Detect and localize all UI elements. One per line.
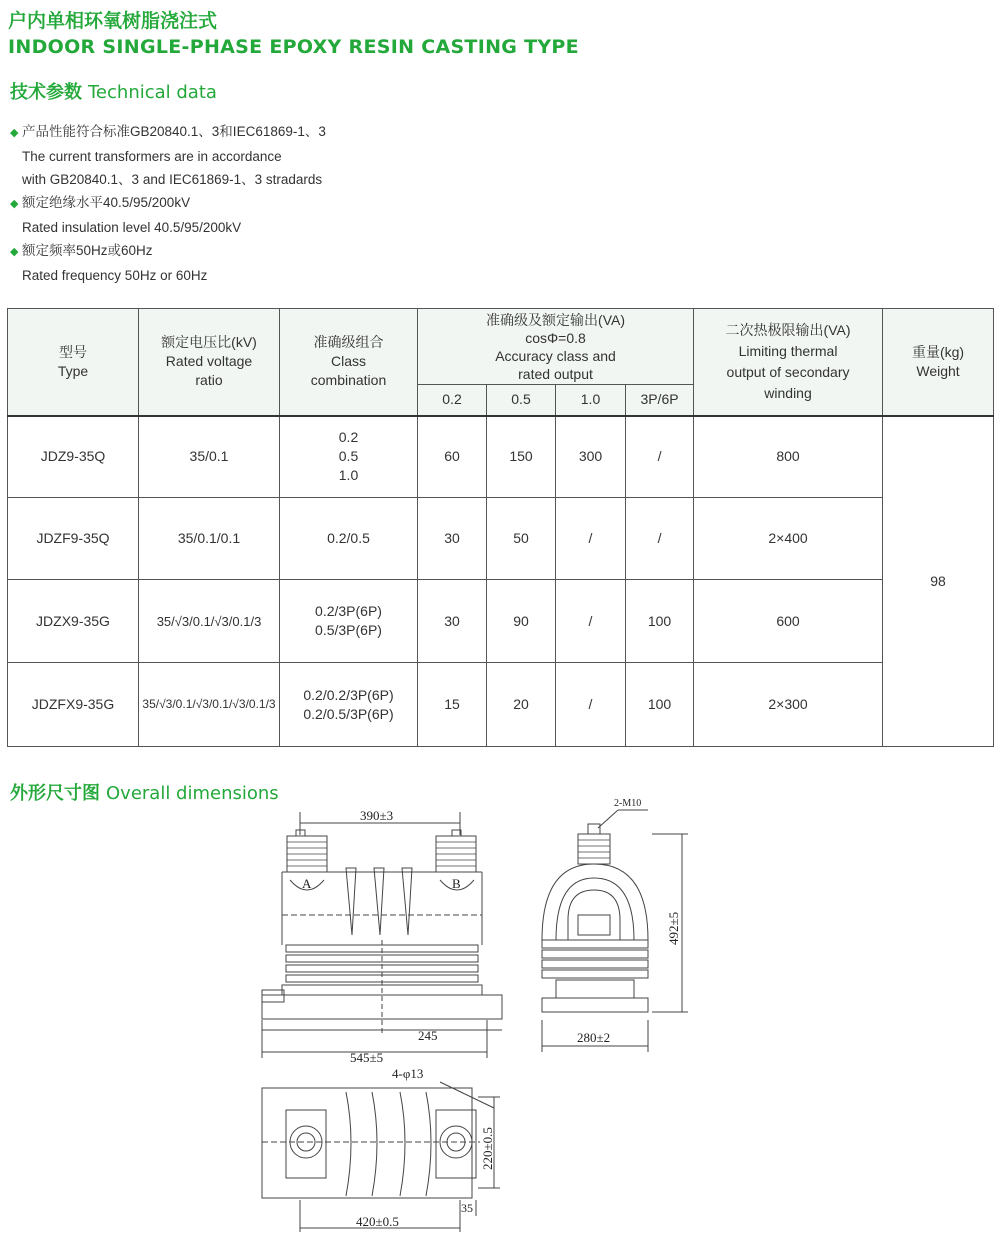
technical-line-text: Rated frequency 50Hz or 60Hz xyxy=(22,268,208,283)
cell-limiting: 800 xyxy=(694,416,883,498)
dim-total: 545±5 xyxy=(350,1050,384,1065)
class-value: 0.2/0.2/3P(6P) xyxy=(303,686,394,703)
cell-output-10: / xyxy=(556,498,626,580)
technical-heading-en: Technical data xyxy=(88,82,217,103)
dim-side-height: 492±5 xyxy=(666,911,681,945)
header-sub-02: 0.2 xyxy=(418,385,487,416)
dim-thread: 2-M10 xyxy=(614,798,642,809)
class-value: 0.5 xyxy=(338,448,359,465)
dim-top-span: 390±3 xyxy=(360,808,394,823)
cell-limiting: 600 xyxy=(694,580,883,663)
cell-output-05: 50 xyxy=(487,498,556,580)
cell-output-3p6p: 100 xyxy=(626,580,694,663)
header-accuracy: 准确级及额定输出(VA) cosΦ=0.8 Accuracy class and rated output xyxy=(418,309,694,385)
header-sub-10: 1.0 xyxy=(556,385,626,416)
technical-line-text: Rated insulation level 40.5/95/200kV xyxy=(22,220,242,235)
cell-type: JDZX9-35G xyxy=(8,580,139,663)
bullet-diamond-icon: ◆ xyxy=(10,127,19,139)
cell-output-10: / xyxy=(556,580,626,663)
cell-type: JDZ9-35Q xyxy=(8,416,139,498)
class-value: 0.2/3P(6P) xyxy=(315,603,382,619)
class-value: 1.0 xyxy=(338,467,359,484)
cell-output-10: / xyxy=(556,663,626,747)
cell-type: JDZF9-35Q xyxy=(8,498,139,580)
class-value: 0.2 xyxy=(338,429,359,446)
cell-output-3p6p: / xyxy=(626,498,694,580)
cell-limiting: 2×400 xyxy=(694,498,883,580)
label-terminal-a: A xyxy=(302,876,312,891)
dim-mid: 245 xyxy=(418,1028,438,1043)
cell-ratio: 35/0.1/0.1 xyxy=(139,498,280,580)
page-title-en: INDOOR SINGLE-PHASE EPOXY RESIN CASTING TYPE xyxy=(8,36,579,58)
page-title-cn: 户内单相环氧树脂浇注式 xyxy=(8,10,218,32)
label-terminal-b: B xyxy=(452,876,461,891)
cell-type: JDZFX9-35G xyxy=(8,663,139,747)
cell-output-10: 300 xyxy=(556,416,626,498)
technical-line-text: 产品性能符合标准GB20840.1、3和IEC61869-1、3 xyxy=(22,124,326,139)
class-value: 0.5/3P(6P) xyxy=(315,622,382,638)
header-class: 准确级组合 Class combination xyxy=(280,309,418,416)
dim-side-width: 280±2 xyxy=(577,1030,611,1045)
cell-output-05: 20 xyxy=(487,663,556,747)
dim-spacing: 420±0.5 xyxy=(356,1214,399,1229)
dim-holes: 4-φ13 xyxy=(392,1066,424,1081)
technical-line-text: The current transformers are in accordance xyxy=(22,149,282,164)
header-limiting: 二次热极限输出(VA) Limiting thermal output of secondary winding xyxy=(694,309,883,416)
header-type: 型号 Type xyxy=(8,309,139,416)
cell-ratio: 35/0.1 xyxy=(139,416,280,498)
cell-ratio: 35/√3/0.1/√3/0.1/√3/0.1/3 xyxy=(139,663,280,747)
dimensions-heading-en: Overall dimensions xyxy=(106,783,279,804)
header-weight: 重量(kg) Weight xyxy=(883,309,994,416)
dimension-labels xyxy=(302,798,681,1229)
header-ratio: 额定电压比(kV) Rated voltage ratio xyxy=(139,309,280,416)
bullet-diamond-icon: ◆ xyxy=(10,246,19,258)
technical-line-text: with GB20840.1、3 and IEC61869-1、3 stradards xyxy=(22,172,323,187)
header-sub-3p6p: 3P/6P xyxy=(626,385,694,416)
header-sub-05: 0.5 xyxy=(487,385,556,416)
bullet-diamond-icon: ◆ xyxy=(10,198,19,210)
cell-output-02: 15 xyxy=(418,663,487,747)
cell-output-02: 30 xyxy=(418,498,487,580)
dimensions-heading-cn: 外形尺寸图 xyxy=(10,783,100,804)
technical-heading-cn: 技术参数 xyxy=(10,82,82,103)
class-value: 0.2/0.5/3P(6P) xyxy=(303,705,394,722)
cell-weight: 98 xyxy=(883,416,994,747)
dim-offset: 35 xyxy=(461,1201,473,1215)
cell-output-02: 60 xyxy=(418,416,487,498)
front-view-drawing xyxy=(262,812,502,1058)
cell-output-3p6p: 100 xyxy=(626,663,694,747)
cell-limiting: 2×300 xyxy=(694,663,883,747)
dim-depth: 220±0.5 xyxy=(480,1127,495,1170)
technical-line-text: 额定绝缘水平40.5/95/200kV xyxy=(22,195,191,210)
cell-output-02: 30 xyxy=(418,580,487,663)
cell-output-3p6p: / xyxy=(626,416,694,498)
cell-ratio: 35/√3/0.1/√3/0.1/3 xyxy=(139,580,280,663)
class-value: 0.2/0.5 xyxy=(327,530,370,546)
cell-output-05: 150 xyxy=(487,416,556,498)
cell-output-05: 90 xyxy=(487,580,556,663)
technical-line-text: 额定频率50Hz或60Hz xyxy=(22,243,153,258)
